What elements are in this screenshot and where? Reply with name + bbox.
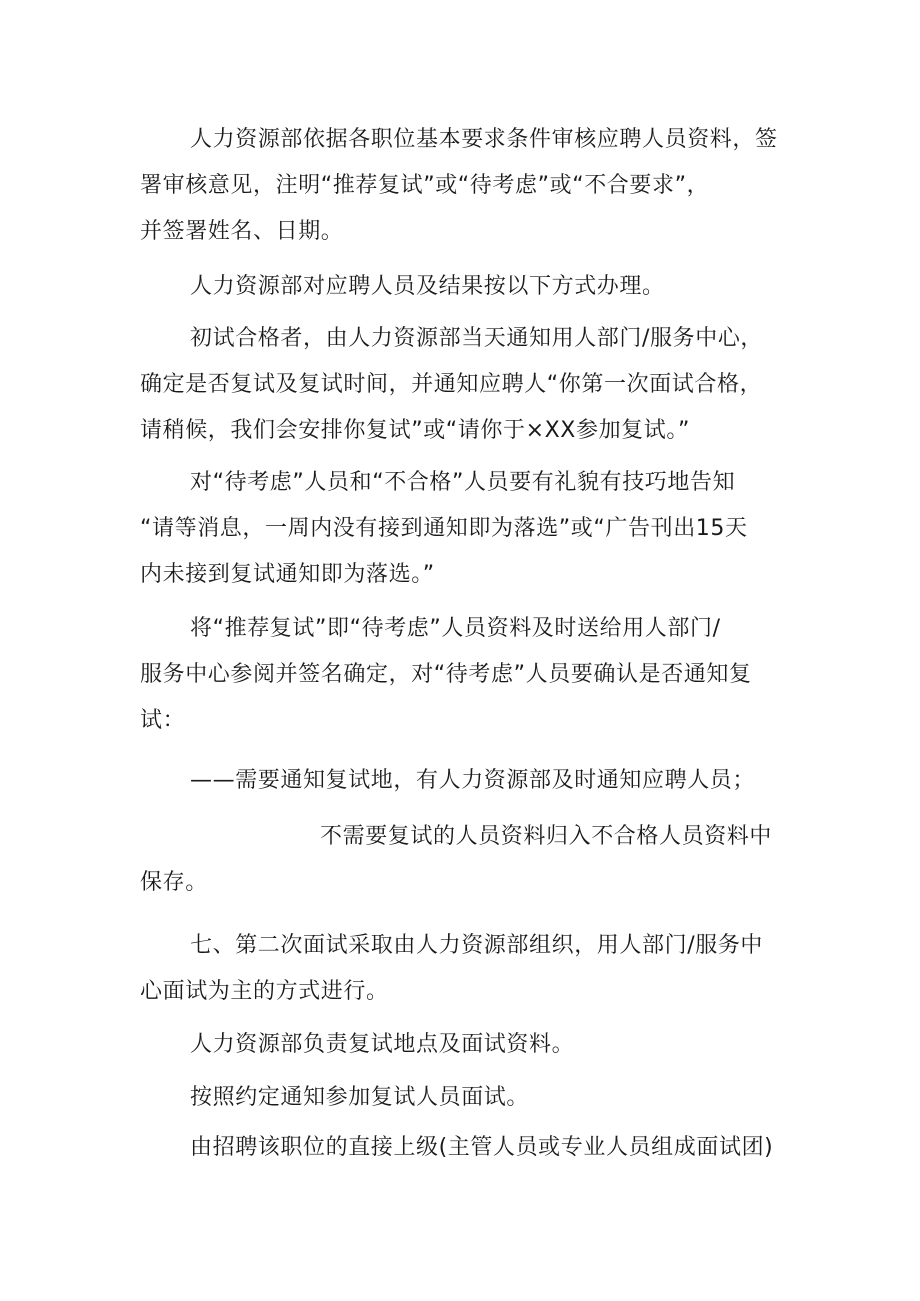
text-line: 试：: [140, 708, 186, 733]
text-line: 将“推荐复试”即“待考虑”人员资料及时送给用人部门/: [190, 616, 721, 641]
text-line: 不需要复试的人员资料归入不合格人员资料中: [320, 824, 773, 849]
paragraph-initial-pass: [140, 316, 800, 454]
paragraph-direct-supervisor: [140, 1125, 800, 1171]
text-line: 七、第二次面试采取由人力资源部组织，用人部门/服务中: [190, 933, 764, 958]
text-line: 按照约定通知参加复试人员面试。: [190, 1085, 530, 1110]
paragraph-send-materials: [140, 606, 800, 744]
paragraph-retest-location: [140, 1022, 800, 1068]
text-line: 人力资源部依据各职位基本要求条件审核应聘人员资料，签: [190, 127, 778, 152]
paragraph-notify-retest: [140, 758, 800, 804]
paragraph-pending-notice: [140, 460, 800, 598]
text-line: 确定是否复试及复试时间，并通知应聘人“你第一次面试合格，: [140, 372, 763, 397]
paragraph-retest-notice: [140, 1075, 800, 1121]
text-line: 请稍候，我们会安排你复试”或“请你于×XX参加复试。”: [140, 418, 690, 443]
text-line: 由招聘该职位的直接上级(主管人员或专业人员组成面试团): [190, 1135, 774, 1160]
paragraph-review-applicants: [140, 117, 800, 255]
paragraph-archive: [140, 814, 800, 906]
text-line: 内未接到复试通知即为落选。”: [140, 562, 435, 587]
paragraph-second-interview: [140, 923, 800, 1015]
text-line: 服务中心参阅并签名确定，对“待考虑”人员要确认是否通知复: [140, 662, 752, 687]
text-line: 对“待考虑”人员和“不合格”人员要有礼貌有技巧地告知: [190, 470, 736, 495]
text-line: 心面试为主的方式进行。: [140, 979, 389, 1004]
text-line: ——需要通知复试地，有人力资源部及时通知应聘人员；: [190, 768, 756, 793]
text-line: 署审核意见，注明“推荐复试”或“待考虑”或“不合要求”，: [140, 173, 710, 198]
text-line: 人力资源部对应聘人员及结果按以下方式办理。: [190, 274, 665, 299]
text-line: 保存。: [140, 870, 208, 895]
paragraph-handling-method: [140, 264, 800, 310]
text-line: 人力资源部负责复试地点及面试资料。: [190, 1032, 575, 1057]
text-line: “请等消息，一周内没有接到通知即为落选”或“广告刊出15天: [140, 516, 748, 541]
text-line: 初试合格者，由人力资源部当天通知用人部门/服务中心，: [190, 326, 764, 351]
text-line: 并签署姓名、日期。: [140, 219, 344, 244]
